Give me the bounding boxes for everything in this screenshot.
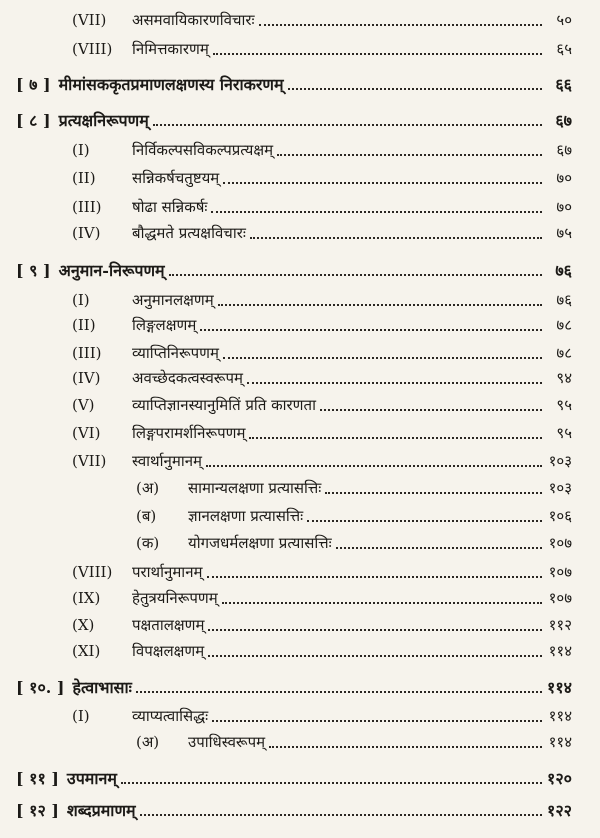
entry-number: (III) bbox=[72, 198, 102, 216]
entry-title: ज्ञानलक्षणा प्रत्यासत्तिः bbox=[188, 507, 304, 525]
entry-page-number: ७६ bbox=[556, 291, 572, 309]
entry-title: विपक्षलक्षणम् bbox=[132, 642, 205, 660]
dot-leader bbox=[250, 237, 542, 239]
entry-title: स्वार्थानुमानम् bbox=[132, 452, 203, 470]
entry-page-number: १०७ bbox=[548, 563, 572, 581]
dot-leader bbox=[223, 182, 542, 184]
entry-number: (X) bbox=[72, 616, 95, 634]
toc-chapter-entry bbox=[16, 256, 572, 284]
toc-entry bbox=[136, 529, 572, 557]
entry-page-number: १२० bbox=[547, 769, 572, 788]
entry-number: (VIII) bbox=[72, 40, 113, 58]
dot-leader bbox=[277, 154, 542, 156]
entry-title: सामान्यलक्षणा प्रत्यासत्तिः bbox=[188, 479, 322, 497]
toc-entry bbox=[72, 339, 572, 367]
entry-number: (क) bbox=[136, 534, 160, 552]
entry-page-number: ११४ bbox=[547, 678, 572, 697]
entry-page-number: ११४ bbox=[548, 642, 572, 660]
entry-number: [ ११ ] bbox=[16, 769, 59, 788]
entry-title: सन्निकर्षचतुष्टयम् bbox=[132, 169, 220, 187]
entry-number: (VI) bbox=[72, 424, 101, 442]
dot-leader bbox=[212, 720, 542, 722]
entry-title: निर्विकल्पसविकल्पप्रत्यक्षम् bbox=[132, 141, 274, 159]
toc-entry bbox=[72, 419, 572, 447]
dot-leader bbox=[218, 304, 542, 306]
dot-leader bbox=[249, 437, 542, 439]
dot-leader bbox=[208, 655, 542, 657]
entry-page-number: १२२ bbox=[547, 801, 572, 820]
entry-page-number: ७० bbox=[556, 198, 572, 216]
toc-entry bbox=[72, 391, 572, 419]
dot-leader bbox=[325, 492, 542, 494]
toc-entry bbox=[72, 286, 572, 314]
entry-number: (IV) bbox=[72, 369, 101, 387]
entry-number: (V) bbox=[72, 396, 95, 414]
entry-title: परार्थानुमानम् bbox=[132, 563, 203, 581]
dot-leader bbox=[223, 357, 542, 359]
entry-title: उपाधिस्वरूपम् bbox=[188, 733, 266, 751]
entry-page-number: १०७ bbox=[548, 534, 572, 552]
dot-leader bbox=[222, 602, 542, 604]
entry-title: अनुमान-निरूपणम् bbox=[58, 261, 165, 280]
entry-number: (VII) bbox=[72, 452, 107, 470]
dot-leader bbox=[213, 53, 542, 55]
dot-leader bbox=[288, 88, 542, 90]
entry-title: पक्षतालक्षणम् bbox=[132, 616, 205, 634]
entry-page-number: १०७ bbox=[548, 589, 572, 607]
entry-title: हेतुत्रयनिरूपणम् bbox=[132, 589, 218, 607]
entry-title: लिङ्गपरामर्शनिरूपणम् bbox=[132, 424, 246, 442]
entry-number: (I) bbox=[72, 141, 90, 159]
dot-leader bbox=[320, 409, 542, 411]
toc-entry bbox=[72, 136, 572, 164]
toc-chapter-entry bbox=[16, 106, 572, 134]
entry-number: (XI) bbox=[72, 642, 101, 660]
toc-entry bbox=[72, 193, 572, 221]
entry-page-number: ७६ bbox=[555, 261, 572, 280]
entry-title: लिङ्गलक्षणम् bbox=[132, 316, 197, 334]
entry-page-number: ५० bbox=[556, 11, 572, 29]
entry-title: हेत्वाभासाः bbox=[72, 678, 132, 697]
entry-title: व्याप्यत्वासिद्धः bbox=[132, 707, 209, 725]
toc-entry bbox=[72, 6, 572, 34]
dot-leader bbox=[200, 329, 542, 331]
entry-title: बौद्धमते प्रत्यक्षविचारः bbox=[132, 224, 246, 242]
toc-entry bbox=[136, 502, 572, 530]
entry-number: [ १२ ] bbox=[16, 801, 59, 820]
entry-page-number: १०३ bbox=[548, 452, 572, 470]
dot-leader bbox=[169, 274, 542, 276]
toc-entry bbox=[136, 728, 572, 756]
dot-leader bbox=[140, 814, 542, 816]
entry-page-number: ९४ bbox=[556, 369, 572, 387]
entry-number: (I) bbox=[72, 707, 90, 725]
entry-number: (VIII) bbox=[72, 563, 113, 581]
entry-number: [ ९ ] bbox=[16, 261, 51, 280]
entry-page-number: ६७ bbox=[555, 111, 572, 130]
toc-chapter-entry bbox=[16, 796, 572, 824]
toc-entry bbox=[72, 364, 572, 392]
entry-title: निमित्तकारणम् bbox=[132, 40, 209, 58]
toc-entry bbox=[72, 611, 572, 639]
dot-leader bbox=[211, 211, 542, 213]
dot-leader bbox=[208, 629, 542, 631]
entry-number: [ ८ ] bbox=[16, 111, 51, 130]
entry-page-number: ७५ bbox=[556, 224, 572, 242]
toc-chapter-entry bbox=[16, 764, 572, 792]
toc-entry bbox=[72, 558, 572, 586]
dot-leader bbox=[259, 24, 542, 26]
entry-number: (अ) bbox=[136, 479, 160, 497]
entry-title: षोढा सन्निकर्षः bbox=[132, 198, 208, 216]
dot-leader bbox=[153, 124, 542, 126]
entry-page-number: ६५ bbox=[556, 40, 572, 58]
entry-page-number: ७० bbox=[556, 169, 572, 187]
entry-number: (I) bbox=[72, 291, 90, 309]
dot-leader bbox=[336, 547, 542, 549]
toc-entry bbox=[136, 474, 572, 502]
entry-title: व्याप्तिनिरूपणम् bbox=[132, 344, 219, 362]
entry-page-number: ११२ bbox=[548, 616, 572, 634]
entry-number: (II) bbox=[72, 316, 96, 334]
entry-number: (II) bbox=[72, 169, 96, 187]
entry-page-number: ९५ bbox=[556, 424, 572, 442]
entry-page-number: ७८ bbox=[556, 344, 572, 362]
dot-leader bbox=[207, 576, 543, 578]
toc-entry bbox=[72, 164, 572, 192]
entry-title: मीमांसककृतप्रमाणलक्षणस्य निराकरणम् bbox=[58, 75, 284, 94]
entry-page-number: ६६ bbox=[555, 75, 572, 94]
entry-page-number: ११४ bbox=[548, 707, 572, 725]
entry-title: उपमानम् bbox=[66, 769, 117, 788]
toc-entry bbox=[72, 35, 572, 63]
toc-entry bbox=[72, 447, 572, 475]
toc-entry bbox=[72, 637, 572, 665]
toc-entry bbox=[72, 219, 572, 247]
dot-leader bbox=[121, 782, 542, 784]
entry-title: असमवायिकारणविचारः bbox=[132, 11, 255, 29]
dot-leader bbox=[269, 746, 542, 748]
toc-entry bbox=[72, 311, 572, 339]
entry-title: अनुमानलक्षणम् bbox=[132, 291, 214, 309]
entry-page-number: ६७ bbox=[556, 141, 572, 159]
entry-title: प्रत्यक्षनिरूपणम् bbox=[58, 111, 149, 130]
toc-entry bbox=[72, 702, 572, 730]
entry-page-number: ११४ bbox=[548, 733, 572, 751]
toc-chapter-entry bbox=[16, 673, 572, 701]
entry-number: (IV) bbox=[72, 224, 101, 242]
dot-leader bbox=[206, 465, 542, 467]
entry-title: शब्दप्रमाणम् bbox=[66, 801, 136, 820]
entry-number: (अ) bbox=[136, 733, 160, 751]
entry-number: (VII) bbox=[72, 11, 107, 29]
entry-number: (ब) bbox=[136, 507, 157, 525]
dot-leader bbox=[136, 691, 542, 693]
toc-entry bbox=[72, 584, 572, 612]
entry-title: योगजधर्मलक्षणा प्रत्यासत्तिः bbox=[188, 534, 332, 552]
entry-number: [ ७ ] bbox=[16, 75, 51, 94]
entry-title: व्याप्तिज्ञानस्यानुमितिं प्रति कारणता bbox=[132, 396, 316, 414]
dot-leader bbox=[307, 520, 542, 522]
dot-leader bbox=[247, 382, 542, 384]
entry-page-number: १०६ bbox=[548, 507, 572, 525]
entry-number: (III) bbox=[72, 344, 102, 362]
entry-number: [ १०. ] bbox=[16, 678, 65, 697]
toc-chapter-entry bbox=[16, 70, 572, 98]
entry-number: (IX) bbox=[72, 589, 101, 607]
entry-page-number: ९५ bbox=[556, 396, 572, 414]
entry-title: अवच्छेदकत्वस्वरूपम् bbox=[132, 369, 243, 387]
entry-page-number: १०३ bbox=[548, 479, 572, 497]
entry-page-number: ७८ bbox=[556, 316, 572, 334]
